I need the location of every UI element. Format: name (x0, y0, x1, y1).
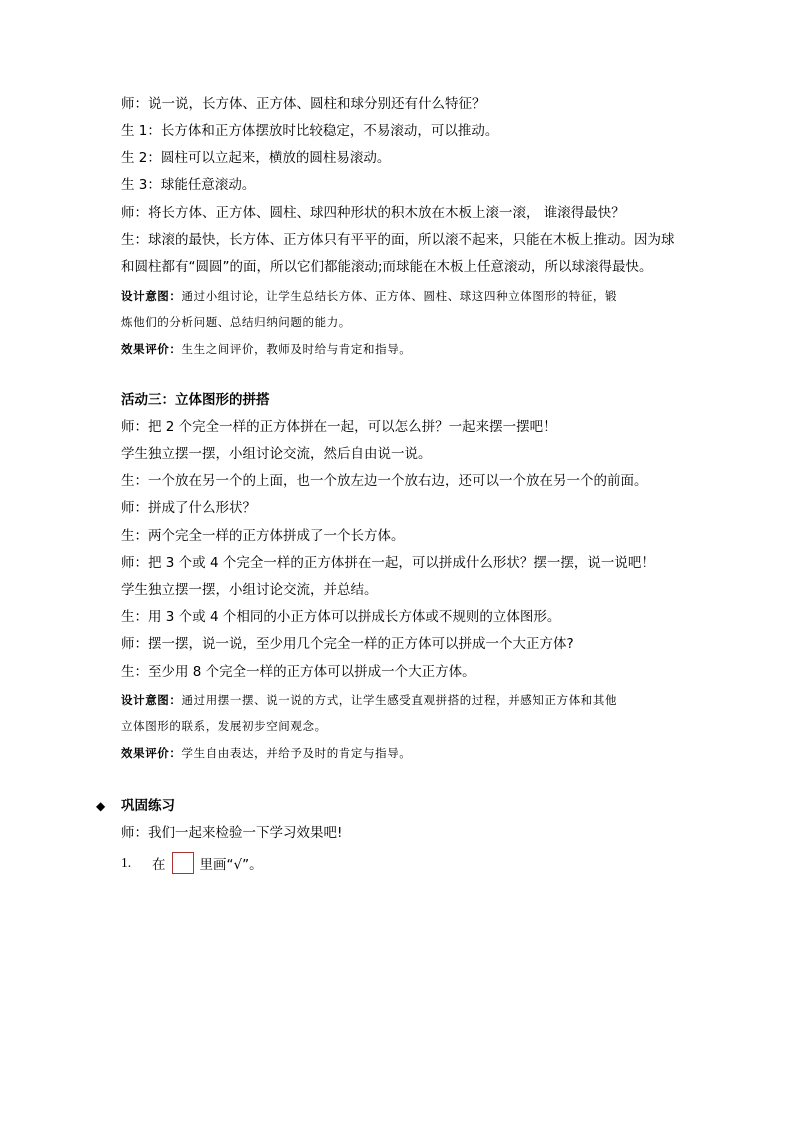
text-line: 生 2：圆柱可以立起来，横放的圆柱易滚动。 (121, 150, 391, 166)
effect-evaluation-note (121, 340, 411, 358)
diamond-bullet-icon: ◆ (96, 799, 106, 813)
text-line: 和圆柱都有“圆圆”的面，所以它们都能滚动;而球能在木板上任意滚动，所以球滚得最快。 (121, 259, 653, 275)
text-line: 学生独立摆一摆，小组讨论交流，并总结。 (121, 582, 378, 598)
text-line: 师：把 2 个完全一样的正方体拼在一起，可以怎么拼？一起来摆一摆吧！ (121, 419, 557, 435)
exercise-text-before: 在 (152, 857, 166, 873)
text-line: 学生独立摆一摆，小组讨论交流，然后自由说一说。 (121, 446, 432, 462)
text-line: 师：拼成了什么形状？ (121, 500, 256, 516)
text-line: 生：一个放在另一个的上面，也一个放左边一个放右边，还可以一个放在另一个的前面。 (121, 473, 648, 489)
exercise-item (121, 850, 263, 876)
text-line: 师：摆一摆，说一说，至少用几个完全一样的正方体可以拼成一个大正方体? (121, 636, 574, 652)
text-line: 生：用 3 个或 4 个相同的小正方体可以拼成长方体或不规则的立体图形。 (121, 609, 561, 625)
design-intent-label: 设计意图： (121, 289, 182, 303)
text-line: 生 1：长方体和正方体摆放时比较稳定，不易滚动，可以推动。 (121, 123, 499, 139)
text-line: 生：球滚的最快，长方体、正方体只有平平的面，所以滚不起来，只能在木板上推动。因为球 (121, 232, 675, 248)
design-intent-note (121, 691, 617, 709)
design-intent-text: 通过小组讨论，让学生总结长方体、正方体、圆柱、球这四种立体图形的特征，锻 (181, 289, 618, 303)
design-intent-note (121, 287, 617, 305)
text-line: 师：将长方体、正方体、圆柱、球四种形状的积木放在木板上滚一滚， 谁滚得最快？ (121, 205, 625, 221)
text-line: 生：至少用 8 个完全一样的正方体可以拼成一个大正方体。 (121, 664, 476, 680)
effect-evaluation-text: 学生自由表达，并给予及时的肯定与指导。 (181, 746, 412, 760)
section-heading: 巩固练习 (121, 798, 175, 814)
text-line: 生：两个完全一样的正方体拼成了一个长方体。 (121, 528, 405, 544)
text-line: 生 3：球能任意滚动。 (121, 177, 256, 193)
effect-evaluation-text: 生生之间评价，教师及时给与肯定和指导。 (181, 342, 412, 356)
answer-box (172, 852, 194, 874)
text-line: 师：把 3 个或 4 个完全一样的正方体拼在一起，可以拼成什么形状？摆一摆，说一说吧！ (121, 555, 655, 571)
design-intent-note-cont: 立体图形的联系，发展初步空间观念。 (121, 719, 327, 733)
design-intent-note-cont: 炼他们的分析问题、总结归纳问题的能力。 (121, 315, 351, 329)
exercise-text-after: 里画“√”。 (199, 857, 263, 873)
text-line: 师：我们一起来检验一下学习效果吧! (121, 825, 343, 841)
effect-evaluation-note (121, 744, 411, 762)
design-intent-label: 设计意图： (121, 693, 182, 707)
design-intent-text: 通过用摆一摆、说一说的方式，让学生感受直观拼搭的过程，并感知正方体和其他 (181, 693, 618, 707)
effect-evaluation-label: 效果评价： (121, 342, 182, 356)
exercise-number: 1. (121, 855, 132, 870)
effect-evaluation-label: 效果评价： (121, 746, 182, 760)
activity-heading: 活动三：立体图形的拼搭 (121, 392, 270, 408)
text-line: 师：说一说，长方体、正方体、圆柱和球分别还有什么特征？ (121, 96, 486, 112)
